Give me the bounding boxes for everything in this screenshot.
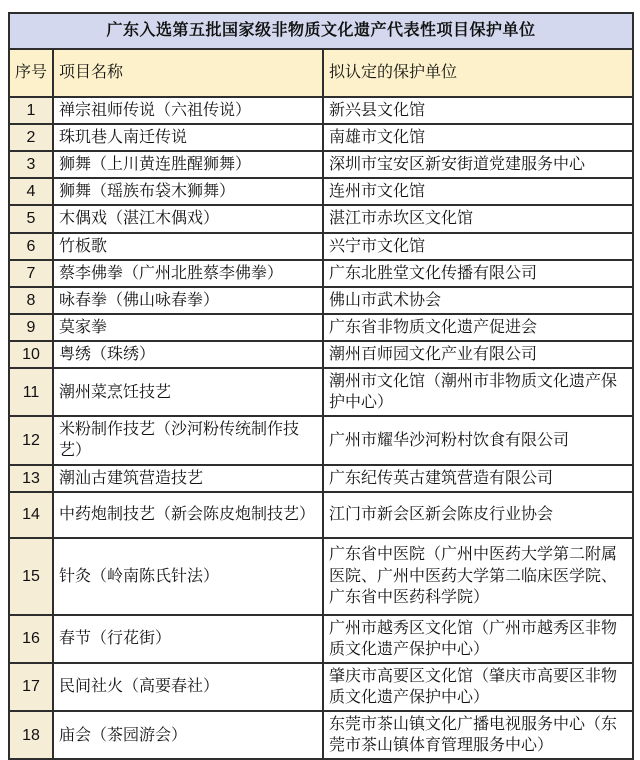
row-index-cell: 3 bbox=[9, 151, 53, 178]
project-name-cell: 潮州菜烹饪技艺 bbox=[53, 368, 323, 416]
row-index-cell: 6 bbox=[9, 233, 53, 260]
protection-unit-cell: 江门市新会区新会陈皮行业协会 bbox=[323, 492, 633, 538]
row-index-cell: 10 bbox=[9, 341, 53, 368]
project-name-cell: 庙会（茶园游会） bbox=[53, 711, 323, 759]
table-row bbox=[9, 205, 633, 232]
protection-unit-cell: 兴宁市文化馆 bbox=[323, 233, 633, 260]
table-row bbox=[9, 287, 633, 314]
row-index-cell: 18 bbox=[9, 711, 53, 759]
page-title: 广东入选第五批国家级非物质文化遗产代表性项目保护单位 bbox=[9, 13, 633, 49]
table-row bbox=[9, 711, 633, 759]
project-name-cell: 珠玑巷人南迁传说 bbox=[53, 124, 323, 151]
row-index-cell: 2 bbox=[9, 124, 53, 151]
table-row bbox=[9, 538, 633, 615]
row-index-cell: 15 bbox=[9, 538, 53, 615]
row-index-cell: 1 bbox=[9, 97, 53, 124]
table-row bbox=[9, 341, 633, 368]
table-row bbox=[9, 492, 633, 538]
table-row bbox=[9, 124, 633, 151]
row-index-cell: 8 bbox=[9, 287, 53, 314]
protection-unit-cell: 深圳市宝安区新安街道党建服务中心 bbox=[323, 151, 633, 178]
project-name-cell: 针灸（岭南陈氏针法） bbox=[53, 538, 323, 615]
table-header-row bbox=[9, 49, 633, 97]
table-row bbox=[9, 151, 633, 178]
table-row bbox=[9, 178, 633, 205]
table-row bbox=[9, 368, 633, 416]
protection-unit-cell: 广州市耀华沙河粉村饮食有限公司 bbox=[323, 416, 633, 464]
row-index-cell: 16 bbox=[9, 615, 53, 663]
project-name-cell: 竹板歌 bbox=[53, 233, 323, 260]
row-index-cell: 4 bbox=[9, 178, 53, 205]
table-row bbox=[9, 465, 633, 492]
protection-unit-cell: 肇庆市高要区文化馆（肇庆市高要区非物质文化遗产保护中心） bbox=[323, 663, 633, 711]
protection-unit-cell: 潮州百师园文化产业有限公司 bbox=[323, 341, 633, 368]
table-row bbox=[9, 260, 633, 287]
table-row bbox=[9, 97, 633, 124]
project-name-cell: 狮舞（上川黄连胜醒狮舞） bbox=[53, 151, 323, 178]
row-index-cell: 7 bbox=[9, 260, 53, 287]
project-name-cell: 咏春拳（佛山咏春拳） bbox=[53, 287, 323, 314]
protection-unit-cell: 广州市越秀区文化馆（广州市越秀区非物质文化遗产保护中心） bbox=[323, 615, 633, 663]
project-name-cell: 潮汕古建筑营造技艺 bbox=[53, 465, 323, 492]
col-header-project: 项目名称 bbox=[53, 49, 323, 97]
row-index-cell: 11 bbox=[9, 368, 53, 416]
col-header-index: 序号 bbox=[9, 49, 53, 97]
row-index-cell: 9 bbox=[9, 314, 53, 341]
project-name-cell: 民间社火（高要春社） bbox=[53, 663, 323, 711]
protection-unit-cell: 南雄市文化馆 bbox=[323, 124, 633, 151]
row-index-cell: 14 bbox=[9, 492, 53, 538]
project-name-cell: 莫家拳 bbox=[53, 314, 323, 341]
project-name-cell: 中药炮制技艺（新会陈皮炮制技艺） bbox=[53, 492, 323, 538]
protection-unit-cell: 广东纪传英古建筑营造有限公司 bbox=[323, 465, 633, 492]
table-row bbox=[9, 314, 633, 341]
project-name-cell: 狮舞（瑶族布袋木狮舞） bbox=[53, 178, 323, 205]
project-name-cell: 春节（行花街） bbox=[53, 615, 323, 663]
project-name-cell: 米粉制作技艺（沙河粉传统制作技艺） bbox=[53, 416, 323, 464]
row-index-cell: 13 bbox=[9, 465, 53, 492]
row-index-cell: 12 bbox=[9, 416, 53, 464]
protection-unit-cell: 东莞市茶山镇文化广播电视服务中心（东莞市茶山镇体育管理服务中心） bbox=[323, 711, 633, 759]
protection-unit-cell: 潮州市文化馆（潮州市非物质文化遗产保护中心） bbox=[323, 368, 633, 416]
table-row bbox=[9, 663, 633, 711]
project-name-cell: 禅宗祖师传说（六祖传说） bbox=[53, 97, 323, 124]
protection-unit-cell: 佛山市武术协会 bbox=[323, 287, 633, 314]
protection-unit-cell: 广东北胜堂文化传播有限公司 bbox=[323, 260, 633, 287]
project-name-cell: 木偶戏（湛江木偶戏） bbox=[53, 205, 323, 232]
protection-unit-cell: 连州市文化馆 bbox=[323, 178, 633, 205]
protection-unit-cell: 湛江市赤坎区文化馆 bbox=[323, 205, 633, 232]
title-row bbox=[9, 13, 633, 49]
table-row bbox=[9, 233, 633, 260]
protection-unit-cell: 广东省非物质文化遗产促进会 bbox=[323, 314, 633, 341]
protection-unit-cell: 新兴县文化馆 bbox=[323, 97, 633, 124]
table-row bbox=[9, 416, 633, 464]
protection-unit-cell: 广东省中医院（广州中医药大学第二附属医院、广州中医药大学第二临床医学院、广东省中医药科学院） bbox=[323, 538, 633, 615]
row-index-cell: 5 bbox=[9, 205, 53, 232]
row-index-cell: 17 bbox=[9, 663, 53, 711]
table-row bbox=[9, 615, 633, 663]
col-header-unit: 拟认定的保护单位 bbox=[323, 49, 633, 97]
project-name-cell: 粤绣（珠绣） bbox=[53, 341, 323, 368]
heritage-table bbox=[8, 12, 634, 760]
project-name-cell: 蔡李佛拳（广州北胜蔡李佛拳） bbox=[53, 260, 323, 287]
